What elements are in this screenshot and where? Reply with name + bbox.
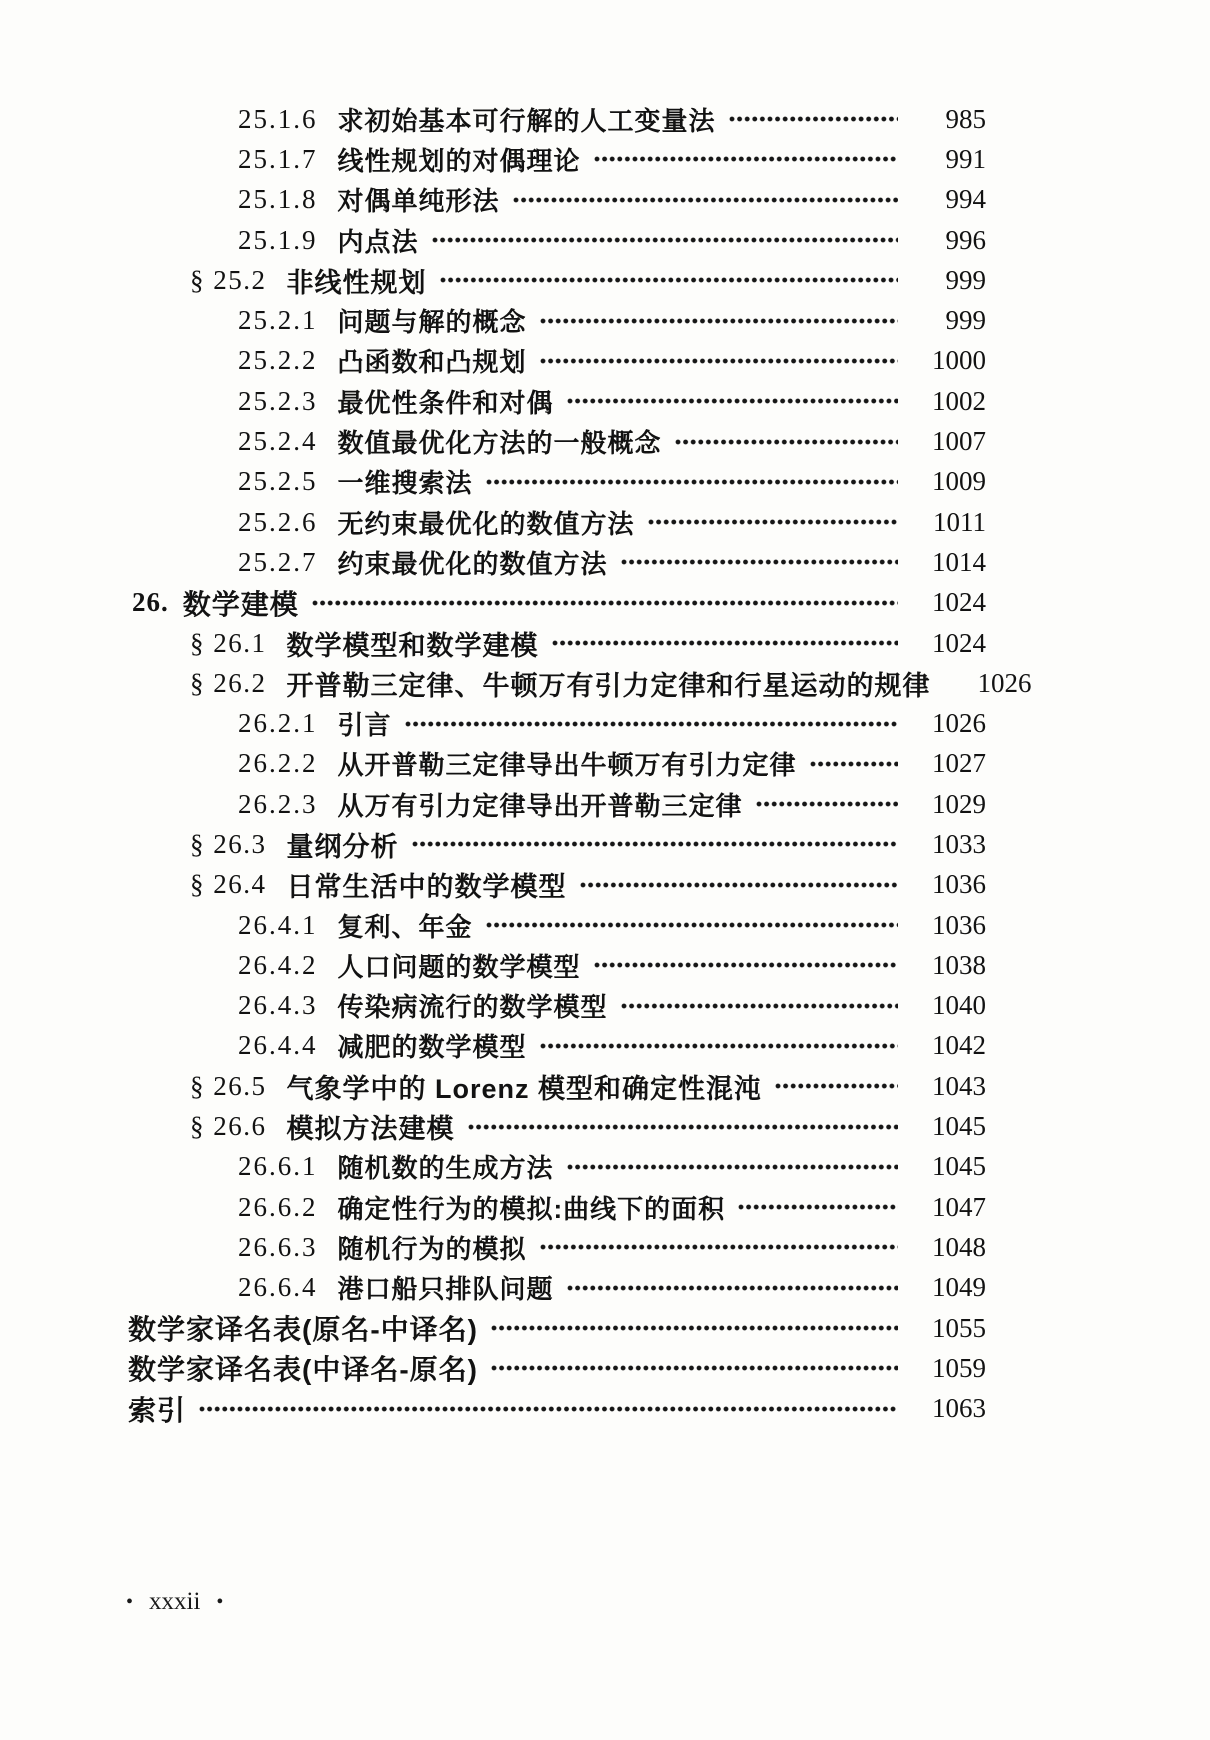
footer-bullet-right-icon: • <box>216 1590 224 1613</box>
toc-entry-page: 1009 <box>932 466 986 497</box>
toc-entry-page: 1043 <box>932 1070 986 1101</box>
toc-entry-title: 量纲分析 <box>286 831 399 862</box>
toc-entry-number: 26.6.1 <box>238 1151 318 1182</box>
toc-entry <box>118 260 986 300</box>
toc-entry-number: § 26.2 <box>190 667 267 698</box>
toc-entry-title: 无约束最优化的数值方法 <box>337 508 635 539</box>
toc-entry-number: § 26.3 <box>190 828 267 859</box>
toc-entry-number: 25.2.7 <box>238 546 318 577</box>
leader-dots <box>199 1403 898 1415</box>
page-footer <box>126 1588 223 1616</box>
toc-entry-number: 25.2.2 <box>238 345 318 376</box>
toc-entry-number: § 26.5 <box>190 1070 267 1101</box>
toc-entry-page: 1049 <box>932 1272 986 1303</box>
toc-entry-title: 数学建模 <box>182 588 299 620</box>
toc-entry <box>118 542 986 582</box>
toc-entry <box>118 784 986 824</box>
toc-entry-page: 1042 <box>932 1030 986 1061</box>
toc-entry-page: 1024 <box>932 627 986 658</box>
toc-entry-title: 数值最优化方法的一般概念 <box>337 428 662 459</box>
toc-entry-number: 26.4.4 <box>238 1030 318 1061</box>
toc-entry <box>118 583 986 623</box>
toc-entry-title: 数学家译名表(原名-中译名) <box>128 1314 478 1346</box>
toc-entry-page: 999 <box>945 305 986 336</box>
leader-dots <box>540 355 898 367</box>
toc-entry-number: 26.4.3 <box>238 990 318 1021</box>
toc-entry-page: 1045 <box>932 1111 986 1142</box>
toc-entry <box>118 824 986 864</box>
toc-entry-title: 对偶单纯形法 <box>337 186 500 217</box>
toc-entry-page: 1055 <box>932 1312 986 1343</box>
toc-entry-title: 问题与解的概念 <box>337 307 527 338</box>
toc-entry-title: 引言 <box>337 710 392 741</box>
toc-entry-title: 内点法 <box>337 226 419 257</box>
toc-entry <box>118 300 986 340</box>
leader-dots <box>491 1322 898 1334</box>
toc-entry-title: 求初始基本可行解的人工变量法 <box>337 105 716 136</box>
toc-entry-title: 线性规划的对偶理论 <box>337 145 581 176</box>
toc-entry <box>118 462 986 502</box>
toc-entry <box>118 99 986 139</box>
leader-dots <box>648 516 898 528</box>
toc-entry-number: 26.2.2 <box>238 748 318 779</box>
toc-entry-number: § 26.4 <box>190 869 267 900</box>
toc-entry-number: 26.6.4 <box>238 1272 318 1303</box>
leader-dots <box>513 194 898 206</box>
toc-entry-title: 索引 <box>128 1394 187 1426</box>
toc-entry-number: 25.2.5 <box>238 466 318 497</box>
toc-entry-page: 1038 <box>932 949 986 980</box>
toc-entry <box>118 1106 986 1146</box>
leader-dots <box>567 1282 898 1294</box>
leader-dots <box>412 838 899 850</box>
toc-entry-title: 从开普勒三定律导出牛顿万有引力定律 <box>337 750 797 781</box>
leader-dots <box>580 879 899 891</box>
leader-dots <box>567 395 898 407</box>
toc-entry-number: 26.2.1 <box>238 708 318 739</box>
toc-entry <box>118 865 986 905</box>
toc-entry-page: 1007 <box>932 426 986 457</box>
leader-dots <box>594 153 898 165</box>
toc-entry-title: 模拟方法建模 <box>286 1114 455 1145</box>
toc-entry-page: 1029 <box>932 788 986 819</box>
toc-entry <box>118 744 986 784</box>
leader-dots <box>432 234 898 246</box>
toc-entry <box>118 1227 986 1267</box>
toc-entry-page: 1048 <box>932 1231 986 1262</box>
toc-entry <box>118 663 1032 703</box>
toc-entry-title: 数学模型和数学建模 <box>286 630 539 661</box>
toc-entry-title: 从万有引力定律导出开普勒三定律 <box>337 790 743 821</box>
toc-entry <box>118 180 986 220</box>
toc-entry <box>118 139 986 179</box>
toc-entry-page: 991 <box>945 143 986 174</box>
toc-entry-number: 26.4.2 <box>238 949 318 980</box>
toc-entry-page: 1026 <box>977 667 1032 698</box>
leader-dots <box>440 274 899 286</box>
toc-entry-number: 26.6.3 <box>238 1231 318 1262</box>
toc-entry-number: 25.2.1 <box>238 305 318 336</box>
toc-entry-page: 999 <box>945 264 986 295</box>
toc-entry-title: 非线性规划 <box>286 267 427 298</box>
leader-dots <box>621 1000 898 1012</box>
toc-entry <box>118 905 986 945</box>
leader-dots <box>594 959 898 971</box>
toc-entry <box>118 341 986 381</box>
toc-list <box>118 99 1032 1429</box>
leader-dots <box>540 1241 898 1253</box>
toc-entry-page: 985 <box>945 103 986 134</box>
leader-dots <box>491 1362 898 1374</box>
leader-dots <box>621 556 898 568</box>
toc-entry-page: 1063 <box>932 1393 986 1424</box>
toc-entry-page: 1014 <box>932 546 986 577</box>
toc-entry-page: 1011 <box>933 506 986 537</box>
toc-entry-page: 1045 <box>932 1151 986 1182</box>
toc-entry <box>118 1348 986 1388</box>
toc-entry-title: 减肥的数学模型 <box>337 1032 527 1063</box>
leader-dots <box>567 1161 898 1173</box>
leader-dots <box>312 597 898 609</box>
toc-entry-title: 传染病流行的数学模型 <box>337 992 608 1023</box>
toc-entry <box>118 502 986 542</box>
toc-entry <box>118 1389 986 1429</box>
toc-entry <box>118 1026 986 1066</box>
toc-entry-page: 1026 <box>932 708 986 739</box>
toc-entry-page: 1033 <box>932 828 986 859</box>
leader-dots <box>486 919 898 931</box>
toc-entry <box>118 1066 986 1106</box>
leader-dots <box>729 113 898 125</box>
toc-entry-page: 996 <box>945 224 986 255</box>
toc-entry-number: 25.1.7 <box>238 143 318 174</box>
footer-page-number: xxxii <box>149 1588 201 1615</box>
toc-entry-title: 港口船只排队问题 <box>337 1274 554 1305</box>
toc-entry-title: 复利、年金 <box>337 911 473 942</box>
toc-entry-page: 1047 <box>932 1191 986 1222</box>
toc-entry-page: 1040 <box>932 990 986 1021</box>
toc-entry <box>118 1308 986 1348</box>
toc-entry-page: 1036 <box>932 869 986 900</box>
toc-entry-title: 凸函数和凸规划 <box>337 347 527 378</box>
leader-dots <box>552 637 899 649</box>
toc-entry <box>118 1147 986 1187</box>
toc-entry-page: 1059 <box>932 1352 986 1383</box>
toc-entry-number: 25.1.9 <box>238 224 318 255</box>
toc-entry <box>118 703 986 743</box>
toc-entry-page: 994 <box>945 184 986 215</box>
toc-entry-number: § 25.2 <box>190 264 267 295</box>
leader-dots <box>756 798 898 810</box>
leader-dots <box>405 718 898 730</box>
toc-entry <box>118 421 986 461</box>
toc-entry-title: 气象学中的 Lorenz 模型和确定性混沌 <box>286 1073 763 1104</box>
toc-entry <box>118 381 986 421</box>
toc-entry-number: 25.2.4 <box>238 426 318 457</box>
toc-entry-number: 26.4.1 <box>238 909 318 940</box>
leader-dots <box>540 315 898 327</box>
leader-dots <box>675 436 898 448</box>
leader-dots <box>775 1080 898 1092</box>
toc-entry-title: 人口问题的数学模型 <box>337 951 581 982</box>
toc-entry-number: § 26.1 <box>190 627 267 658</box>
footer-bullet-left-icon: • <box>126 1590 134 1613</box>
toc-entry-page: 1024 <box>932 587 986 618</box>
leader-dots <box>468 1121 899 1133</box>
toc-entry-number: 25.1.6 <box>238 103 318 134</box>
toc-entry-title: 数学家译名表(中译名-原名) <box>128 1354 478 1386</box>
toc-entry-number: 26.6.2 <box>238 1191 318 1222</box>
toc-entry-title: 确定性行为的模拟:曲线下的面积 <box>337 1193 726 1224</box>
toc-entry-title: 最优性条件和对偶 <box>337 387 554 418</box>
toc-entry-page: 1027 <box>932 748 986 779</box>
toc-entry-number: § 26.6 <box>190 1111 267 1142</box>
toc-entry-title: 日常生活中的数学模型 <box>286 872 567 903</box>
toc-entry <box>118 1187 986 1227</box>
toc-entry <box>118 945 986 985</box>
toc-entry-title: 一维搜索法 <box>337 468 473 499</box>
toc-entry <box>118 220 986 260</box>
toc-entry-title: 约束最优化的数值方法 <box>337 548 608 579</box>
toc-entry-page: 1000 <box>932 345 986 376</box>
toc-entry-number: 25.2.6 <box>238 506 318 537</box>
leader-dots <box>486 476 898 488</box>
leader-dots <box>540 1040 898 1052</box>
leader-dots <box>738 1201 898 1213</box>
toc-entry-page: 1036 <box>932 909 986 940</box>
toc-entry-number: 26. <box>132 587 169 618</box>
toc-entry-page: 1002 <box>932 385 986 416</box>
toc-entry <box>118 986 986 1026</box>
toc-entry-title: 随机行为的模拟 <box>337 1233 527 1264</box>
leader-dots <box>810 758 898 770</box>
toc-entry-number: 25.1.8 <box>238 184 318 215</box>
toc-entry-title: 随机数的生成方法 <box>337 1153 554 1184</box>
toc-entry <box>118 1268 986 1308</box>
toc-entry-number: 26.2.3 <box>238 788 318 819</box>
toc-entry <box>118 623 986 663</box>
toc-entry-number: 25.2.3 <box>238 385 318 416</box>
toc-entry-title: 开普勒三定律、牛顿万有引力定律和行星运动的规律 <box>286 670 931 701</box>
